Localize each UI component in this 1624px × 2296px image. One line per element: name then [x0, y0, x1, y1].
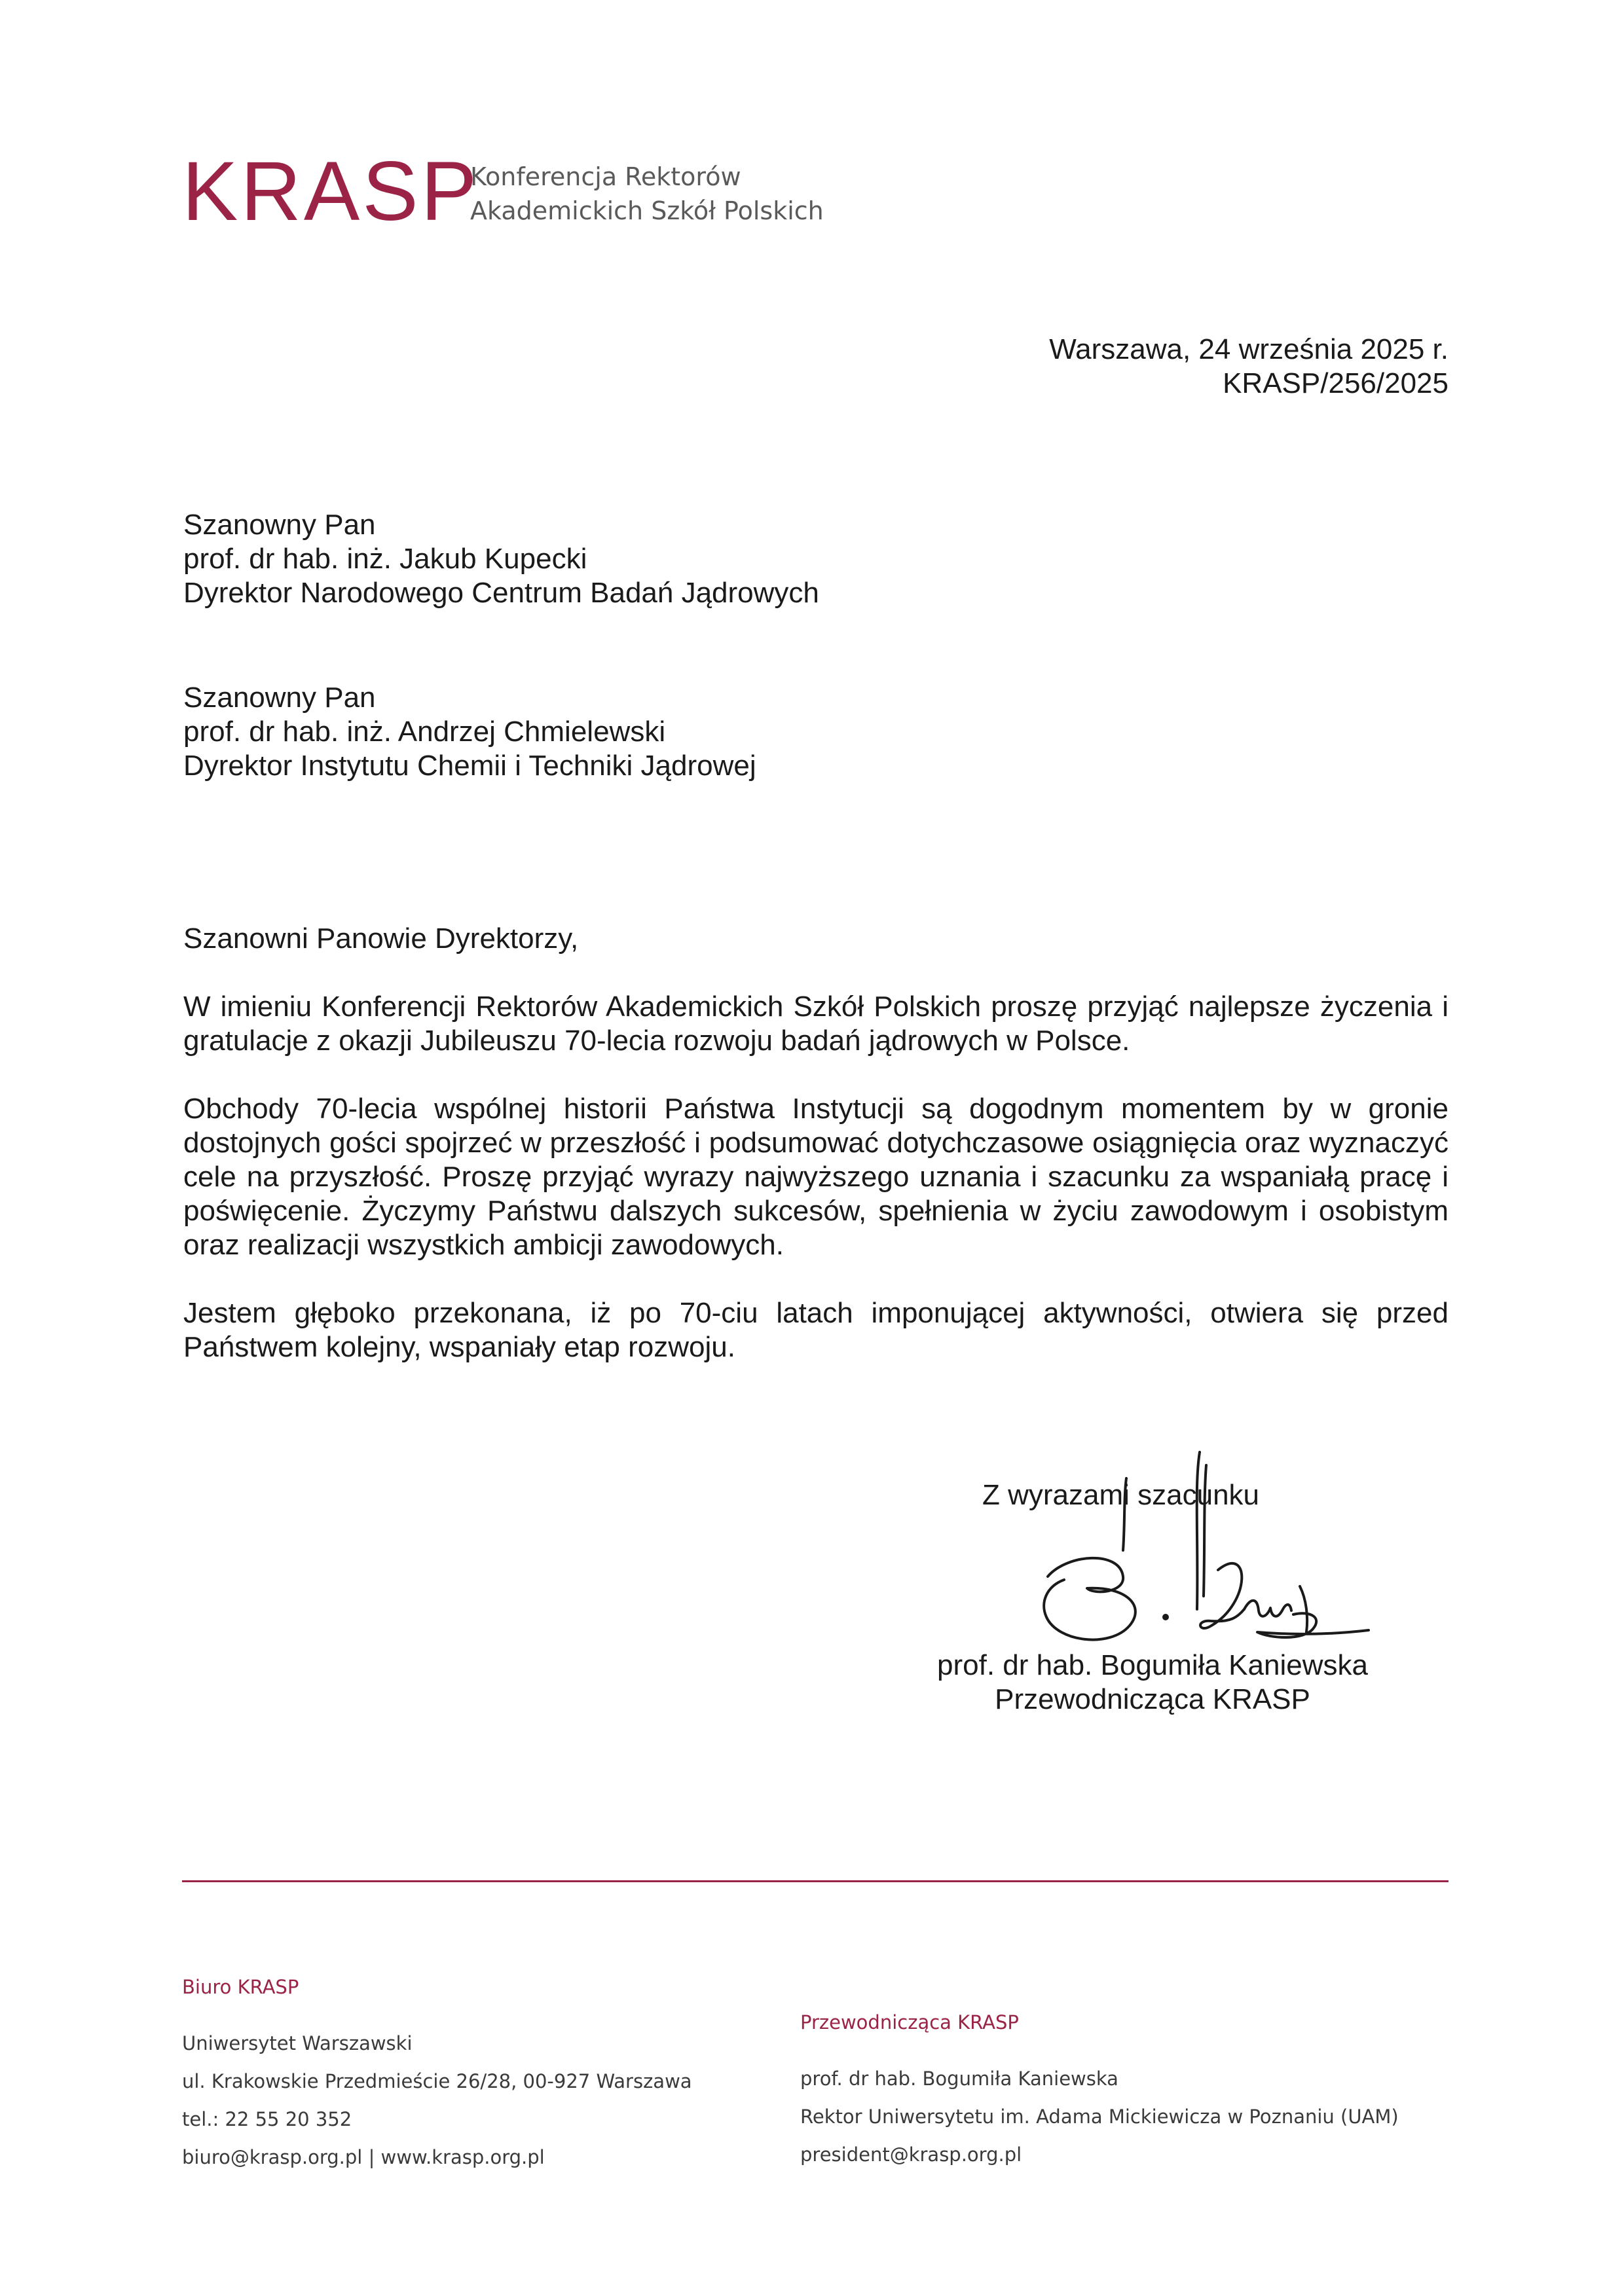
recipient-position: Dyrektor Instytutu Chemii i Techniki Jądrowej: [183, 750, 756, 782]
signer-name: prof. dr hab. Bogumiła Kaniewska: [937, 1649, 1368, 1681]
recipient-block: [183, 508, 1100, 610]
organization-name-line-2: Akademickich Szkół Polskich: [470, 196, 824, 225]
signer-title: Przewodnicząca KRASP: [995, 1683, 1310, 1715]
footer-contact: biuro@krasp.org.pl | www.krasp.org.pl: [182, 2146, 545, 2168]
date-block: [1049, 333, 1449, 401]
footer-address: ul. Krakowskie Przedmieście 26/28, 00-927 Warszawa: [182, 2070, 692, 2092]
footer-institution: Uniwersytet Warszawski: [182, 2032, 413, 2054]
footer-office-heading: Biuro KRASP: [182, 1976, 299, 1998]
footer-divider: [182, 1880, 1449, 1882]
handwritten-signature: [969, 1446, 1375, 1649]
signer: [891, 1649, 1414, 1717]
footer-chair-heading: Przewodnicząca KRASP: [800, 2011, 1019, 2033]
letter-date: Warszawa, 24 września 2025 r.: [1049, 333, 1449, 365]
recipient-position: Dyrektor Narodowego Centrum Badań Jądrowych: [183, 577, 819, 609]
body-paragraph: Obchody 70-lecia wspólnej historii Państwa Instytucji są dogodnym momentem by w gronie dostojnych gości spojrzeć w przeszłość i podsumować dotychczasowe osiągnięcia oraz wyznaczyć cele na przyszłość. Proszę przyjąć wyrazy najwyższego uznania i szacunku za wspaniałą pracę i poświęcenie. Życzymy Państwu dalszych sukcesów, spełnienia w życiu zawodowym i osobistym oraz realizacji wszystkich ambicji zawodowych.: [183, 1093, 1449, 1261]
signature-block: [891, 1446, 1454, 1734]
footer-chair: [800, 2003, 1521, 2174]
salutation: Szanowni Panowie Dyrektorzy,: [183, 922, 579, 955]
reference-number: KRASP/256/2025: [1223, 367, 1449, 399]
logo-mark: KRASP: [182, 145, 479, 238]
organization-name: [470, 160, 994, 228]
footer-office: [182, 1968, 837, 2176]
body-paragraph: W imieniu Konferencji Rektorów Akademickich Szkół Polskich proszę przyjąć najlepsze życzenia i gratulacje z okazji Jubileuszu 70-lecia rozwoju badań jądrowych w Polsce.: [183, 991, 1449, 1057]
footer-chair-role: Rektor Uniwersytetu im. Adama Mickiewicza w Poznaniu (UAM): [800, 2105, 1399, 2128]
footer-chair-name: prof. dr hab. Bogumiła Kaniewska: [800, 2068, 1118, 2090]
footer-phone: tel.: 22 55 20 352: [182, 2108, 352, 2130]
recipient-block: [183, 681, 1100, 783]
recipient-greeting: Szanowny Pan: [183, 682, 376, 714]
recipient-name: prof. dr hab. inż. Jakub Kupecki: [183, 543, 587, 575]
organization-name-line-1: Konferencja Rektorów: [470, 162, 741, 191]
recipient-name: prof. dr hab. inż. Andrzej Chmielewski: [183, 716, 666, 748]
letter-body: [183, 990, 1449, 1398]
footer-chair-email: president@krasp.org.pl: [800, 2143, 1022, 2166]
closing-phrase: Z wyrazami szacunku: [982, 1479, 1260, 1511]
body-paragraph: Jestem głęboko przekonana, iż po 70-ciu latach imponującej aktywności, otwiera się przed Państwem kolejny, wspaniały etap rozwoju.: [183, 1297, 1449, 1363]
recipient-greeting: Szanowny Pan: [183, 509, 376, 541]
